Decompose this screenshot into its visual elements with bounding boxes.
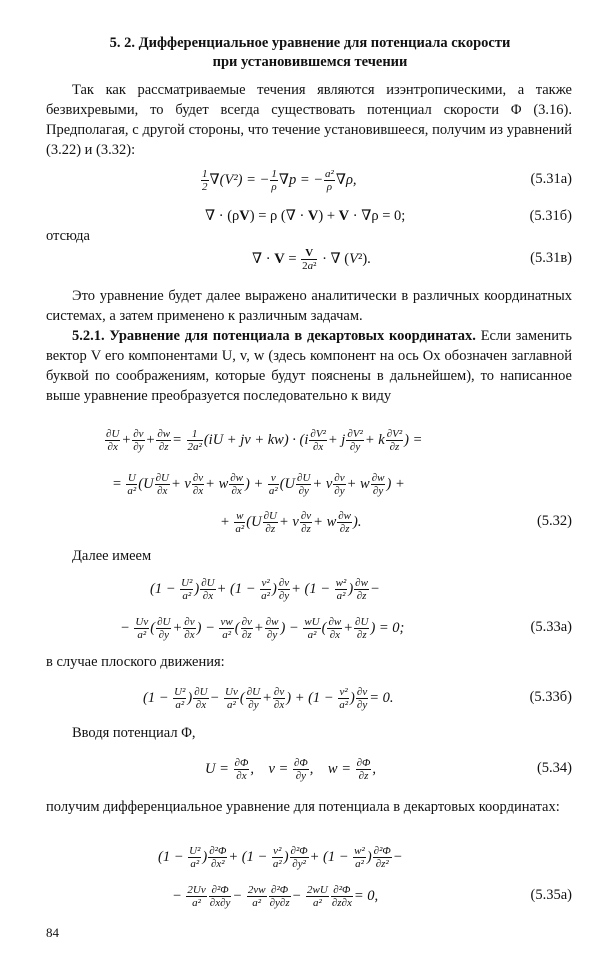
paragraph-otsyuda: отсюда xyxy=(46,228,90,244)
subsection-text: Если заменить вектор V его компонентами U, v, w (здесь компонент на ось Ox обозначен заглавной буквой по соображениям, которые будут пояснены в дальнейшем), то написанное выше уравнение преобразуется последовательно к виду xyxy=(46,328,572,404)
equation-label: (5.35a) xyxy=(530,887,572,903)
equation-label: (5.31a) xyxy=(530,171,572,187)
paragraph-dalee: Далее имеем xyxy=(72,548,152,564)
section-title-line2: при установившемся течении xyxy=(212,54,408,70)
equation-label: (5.31б) xyxy=(529,208,572,224)
paragraph-poluchim: получим дифференциальное уравнение для потенциала в декартовых координатах: xyxy=(46,799,560,815)
equation-label: (5.34) xyxy=(536,760,572,776)
page-number: 84 xyxy=(46,925,59,940)
paragraph-coordinates: Это уравнение будет далее выражено аналитически в различных координатных системах, а затем применено к различным задачам. xyxy=(46,288,572,324)
paragraph-intro: Так как рассматриваемые течения являются изэнтропическими, а также безвихревыми, то будет всегда существовать потенциал скорости Φ (3.16). Предполагая, с другой стороны, что течение установившееся, получим из уравнений (3.22) и (3.32): xyxy=(46,82,572,158)
paragraph-vvodya: Вводя потенциал Φ, xyxy=(72,725,196,741)
equation-label: (5.31в) xyxy=(530,250,572,266)
equation-label: (5.33б) xyxy=(529,689,572,705)
paragraph-cartesian xyxy=(46,326,572,406)
subsection-title: 5.2.1. Уравнение для потенциала в декартовых координатах. xyxy=(72,328,476,344)
equation-label: (5.32) xyxy=(536,513,572,529)
equation-label: (5.33а) xyxy=(530,619,572,635)
section-title-line1: 5. 2. Дифференциальное уравнение для потенциала скорости xyxy=(109,35,511,51)
paragraph-ploskoe: в случае плоского движения: xyxy=(46,654,225,670)
page: 5. 2. Дифференциальное уравнение для потенциала скорости при установившемся течении Так как рассматриваемые течения являются изэнтропическими, а также безвихревыми, то будет всегда существовать потенциал скорости Φ (3.16). Предполагая, с другой стороны, что течение установившееся, получим из уравнений (3.22) и (3.32): $\frac{1}{2}$ ∇(V²) = − $\frac{1}{\rho}$ ∇p = − $\frac{\text{a²}}{\rho}$ ∇ρ, (5.31a) ∇ · (ρV) = ρ (∇ · V) + V · ∇ρ = 0; (5.31б) отсюда ∇ · V = $\frac{V}{\text{2a²}}$ · ∇ (V²). (5.31в) Это уравнение будет далее выражено аналитически в различных координатных системах, а затем применено к различным задачам. 5.2.1. Уравнение для потенциала в декартовых координатах. Если заменить вектор V его компонентами U, v, w (здесь компонент на ось Ox обозначен заглавной буквой по соображениям, которые будут пояснены в дальнейшем), то написанное выше уравнение преобразуется последовательно к виду $\frac{\partial U}{\partial x}$ + $\frac{\partial v}{\partial y}$ + $\frac{\partial w}{\partial z}$ = $\frac{1}{\text{2a²}}$ (iU + jv + kw) · (i $\frac{\text{∂V²}}{\partial x}$ + j $\frac{\text{∂V²}}{\partial y}$ + k $\frac{\text{∂V²}}{\partial z}$ ) = = $\frac{U}{\text{a²}}$ (U $\frac{\partial U}{\partial x}$ + v $\frac{\partial v}{\partial x}$ + w $\frac{\partial w}{\partial x}$ ) + $\frac{v}{\text{a²}}$ (U $\frac{\partial U}{\partial y}$ + v $\frac{\partial v}{\partial y}$ + w $\frac{\partial w}{\partial y}$ ) + + $\frac{w}{\text{a²}}$ (U $\frac{\partial U}{\partial z}$ + v $\frac{\partial v}{\partial z}$ + w $\frac{\partial w}{\partial z}$ ). (5.32) Далее имеем (1 − $\frac{\text{U²}}{\text{a²}}$ ) $\frac{\partial U}{\partial x}$ + (1 − $\frac{\text{v²}}{\text{a²}}$ ) $\frac{\partial v}{\partial y}$ + (1 − $\frac{\text{w²}}{\text{a²}}$ ) $\frac{\partial w}{\partial z}$ − − $\frac{Uv}{\text{a²}}$ ( $\frac{\partial U}{\partial y}$ + $\frac{\partial v}{\partial x}$ ) − $\frac{vw}{\text{a²}}$ ( $\frac{\partial v}{\partial z}$ + $\frac{\partial w}{\partial y}$ ) − $\frac{wU}{\text{a²}}$ ( $\frac{\partial w}{\partial x}$ + $\frac{\partial U}{\partial z}$ ) = 0; (5.33а) в случае плоского движения: (1 − $\frac{\text{U²}}{\text{a²}}$ ) $\frac{\partial U}{\partial x}$ − $\frac{Uv}{\text{a²}}$ ( $\frac{\partial U}{\partial y}$ + $\frac{\partial v}{\partial x}$ ) + (1 − $\frac{\text{v²}}{\text{a²}}$ ) $\frac{\partial v}{\partial y}$ = 0. (5.33б) Вводя потенциал Φ, U = $\frac{\partial\Phi}{\partial x}$ , v = $\frac{\partial\Phi}{\partial y}$ , w = $\frac{\partial\Phi}{\partial z}$ , (5.34) получим дифференциальное уравнение для потенциала в декартовых координатах: (1 − $\frac{\text{U²}}{\text{a²}}$ ) $\frac{\text{∂²Φ}}{\text{∂x²}}$ + (1 − $\frac{\text{v²}}{\text{a²}}$ ) $\frac{\text{∂²Φ}}{\text{∂y²}}$ + (1 − $\frac{\text{w²}}{\text{a²}}$ ) $\frac{\text{∂²Φ}}{\text{∂z²}}$ − − $\frac{2Uv}{\text{a²}}$ $\frac{\text{∂²Φ}}{\partial x\partial y}$ − $\frac{2vw}{\text{a²}}$ $\frac{\text{∂²Φ}}{\partial y\partial z}$ − $\frac{2wU}{\text{a²}}$ $\frac{\text{∂²Φ}}{\partial z\partial x}$ = 0, (5.35a) 84 xyxy=(46,35,572,940)
